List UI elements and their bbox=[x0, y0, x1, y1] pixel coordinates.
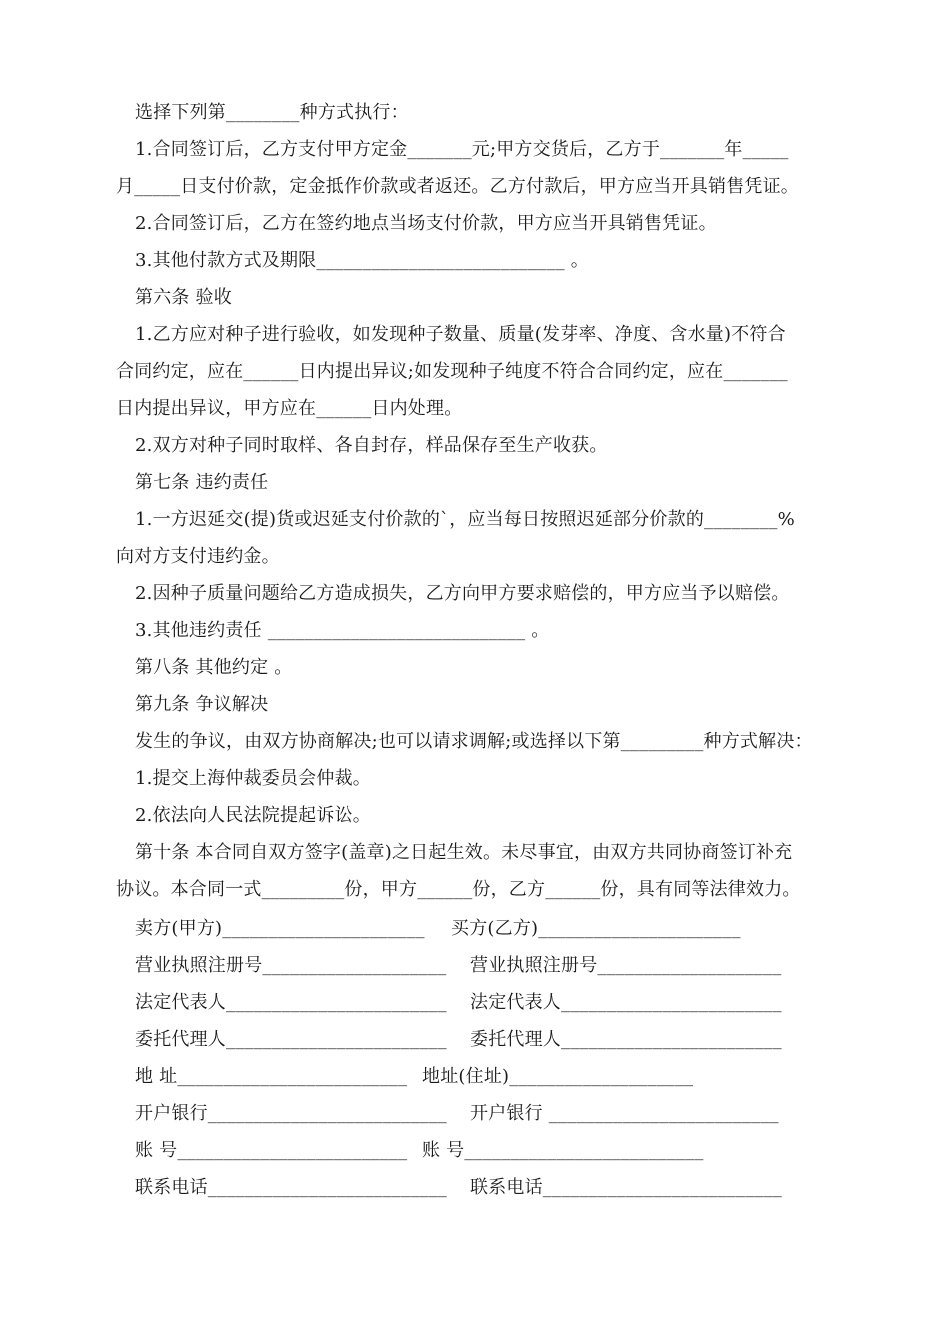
signature-field-left: 开户银行__________________________ bbox=[135, 1103, 447, 1124]
section-heading: 第七条 违约责任 bbox=[135, 472, 269, 493]
paragraph-line: 1.乙方应对种子进行验收，如发现种子数量、质量(发芽率、净度、含水量)不符合 bbox=[135, 324, 786, 345]
section-heading: 第六条 验收 bbox=[135, 287, 232, 308]
signature-field-right: 法定代表人________________________ bbox=[470, 992, 782, 1013]
paragraph-line: 发生的争议，由双方协商解决;也可以请求调解;或选择以下第_________种方式解决： bbox=[135, 731, 813, 752]
section-heading: 第八条 其他约定 。 bbox=[135, 657, 293, 678]
signature-field-left: 法定代表人________________________ bbox=[135, 992, 447, 1013]
signature-field-left: 联系电话__________________________ bbox=[135, 1177, 447, 1198]
signature-field-right: 营业执照注册号____________________ bbox=[470, 955, 782, 976]
paragraph-line: 3.其他违约责任 ____________________________ 。 bbox=[135, 620, 550, 641]
paragraph-line: 1.提交上海仲裁委员会仲裁。 bbox=[135, 768, 371, 789]
paragraph-line: 2.双方对种子同时取样、各自封存，样品保存至生产收获。 bbox=[135, 435, 608, 456]
paragraph-line: 协议。本合同一式_________份，甲方______份，乙方______份，具有同等法律效力。 bbox=[116, 879, 801, 900]
signature-field-right: 开户银行 _________________________ bbox=[470, 1103, 779, 1124]
signature-field-left: 账 号_________________________ bbox=[135, 1140, 408, 1161]
paragraph-line: 2.合同签订后，乙方在签约地点当场支付价款，甲方应当开具销售凭证。 bbox=[135, 213, 717, 234]
paragraph-line: 3.其他付款方式及期限___________________________ 。 bbox=[135, 250, 589, 271]
paragraph-line: 日内提出异议，甲方应在______日内处理。 bbox=[116, 398, 463, 419]
signature-field-right: 地址(住址)____________________ bbox=[422, 1066, 694, 1087]
signature-field-right: 联系电话__________________________ bbox=[470, 1177, 782, 1198]
paragraph-line: 第十条 本合同自双方签字(盖章)之日起生效。未尽事宜，由双方共同协商签订补充 bbox=[135, 842, 793, 863]
signature-field-left: 地 址_________________________ bbox=[135, 1066, 408, 1087]
section-heading: 第九条 争议解决 bbox=[135, 694, 269, 715]
signature-field-right: 账 号__________________________ bbox=[422, 1140, 704, 1161]
signature-seller: 卖方(甲方)______________________ bbox=[135, 918, 425, 939]
signature-buyer: 买方(乙方)______________________ bbox=[451, 918, 741, 939]
paragraph-line: 月_____日支付价款，定金抵作价款或者返还。乙方付款后，甲方应当开具销售凭证。 bbox=[116, 176, 799, 197]
paragraph-line: 向对方支付违约金。 bbox=[116, 546, 280, 567]
paragraph-line: 选择下列第________种方式执行： bbox=[135, 102, 409, 123]
paragraph-line: 2.因种子质量问题给乙方造成损失，乙方向甲方要求赔偿的，甲方应当予以赔偿。 bbox=[135, 583, 790, 604]
paragraph-line: 1.一方迟延交(提)货或迟延支付价款的`，应当每日按照迟延部分价款的________% bbox=[135, 509, 795, 530]
signature-field-right: 委托代理人________________________ bbox=[470, 1029, 782, 1050]
paragraph-line: 1.合同签订后，乙方支付甲方定金_______元;甲方交货后，乙方于_______年_____ bbox=[135, 139, 789, 160]
paragraph-line: 合同约定，应在______日内提出异议;如发现种子纯度不符合合同约定，应在_______ bbox=[116, 361, 788, 382]
paragraph-line: 2.依法向人民法院提起诉讼。 bbox=[135, 805, 371, 826]
signature-field-left: 委托代理人________________________ bbox=[135, 1029, 447, 1050]
signature-field-left: 营业执照注册号____________________ bbox=[135, 955, 447, 976]
